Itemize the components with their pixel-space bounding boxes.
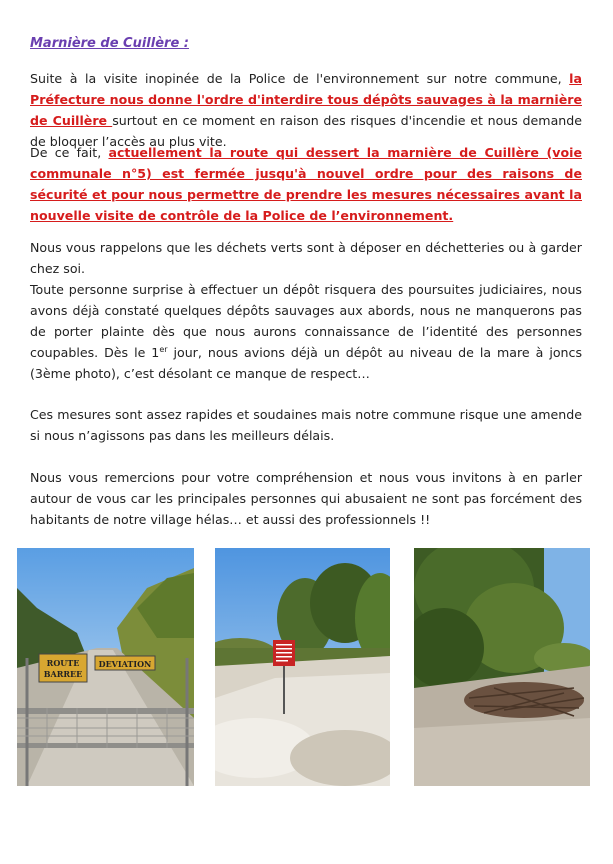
paragraph-thanks: Nous vous remercions pour votre compréhension et nous vous invitons à en parler autour de vous car les principales personnes qui abusaient ne sont pas forcément des habitants de notre village hélas… et aussi des professionnels !!: [30, 470, 582, 527]
paragraph-fine-risk: Ces mesures sont assez rapides et soudaines mais notre commune risque une amende si nous n’agissons pas dans les meilleurs délais.: [30, 407, 582, 443]
superscript: er: [159, 344, 168, 354]
paragraph-text: jour, nous avions déjà un dépôt au niveau de la mare à joncs (3ème photo), c’est désolant ce manque de respect…: [30, 345, 583, 381]
highlight-text: la Préfecture nous donne l'ordre d'interdire tous dépôts sauvages à la marnière de Cuillère: [30, 71, 582, 128]
sign-route-barree: ROUTE: [46, 658, 80, 668]
paragraph-text: Toute personne surprise à effectuer un dépôt risquera des poursuites judiciaires, nous avons déjà constaté quelques dépôts sauvages aux abords, nous ne manquerons pas de porter plainte dès que nous aurons connaissance de l’identité des personnes coupables. Dès le 1: [30, 282, 582, 360]
photo-road-barrier: [17, 548, 194, 786]
paragraph-text: De ce fait,: [30, 145, 109, 160]
paragraph-green-waste: Nous vous rappelons que les déchets verts sont à déposer en déchetteries ou à garder chez soi.: [30, 240, 582, 276]
highlight-text: actuellement la route qui dessert la marnière de Cuillère (voie communale n°5) est fermée jusqu'à nouvel ordre pour des raisons de sécurité et pour nous permettre de prendre les mesures nécessaires avant la nouvelle visite de contrôle de la Police de l’environnement.: [30, 145, 583, 223]
sign-deviation: DEVIATION: [98, 659, 152, 669]
paragraph-legal-action: [30, 279, 582, 384]
paragraph-text: surtout en ce moment en raison des risques d'incendie et nous demande de bloquer l’accès au plus vite.: [30, 113, 583, 149]
paragraph-text: Suite à la visite inopinée de la Police de l'environnement sur notre commune,: [30, 71, 570, 86]
page-title: Marnière de Cuillère :: [30, 36, 189, 51]
photo-closed-road: [215, 548, 390, 786]
paragraph-prefecture-order: [30, 68, 582, 152]
sign-route-barree-2: BARREE: [43, 669, 83, 679]
photo-waste-deposit: [414, 548, 590, 786]
paragraph-road-closed: [30, 142, 582, 226]
